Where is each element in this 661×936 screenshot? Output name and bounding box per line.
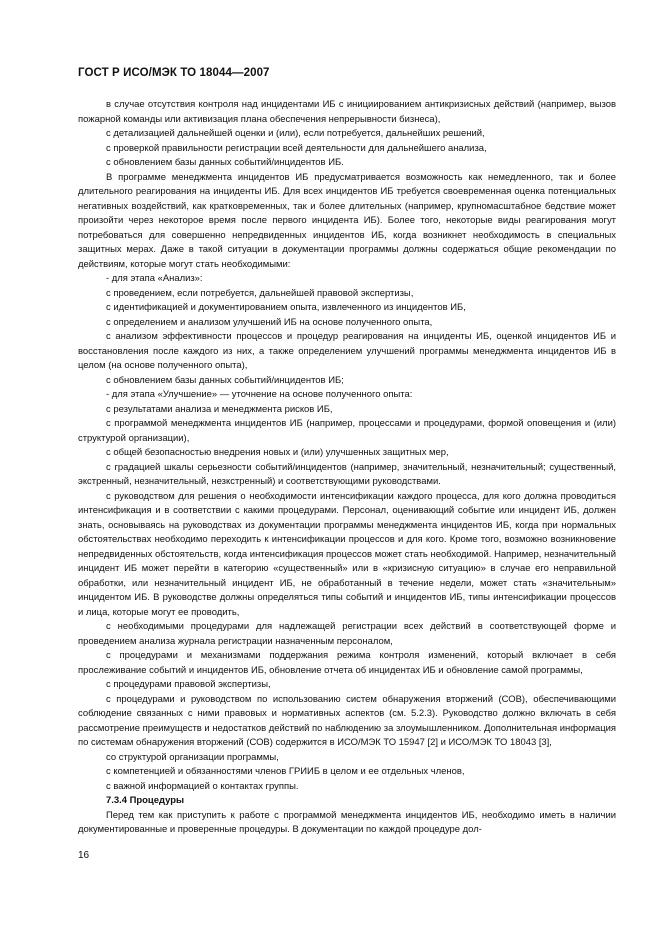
list-item: с обновлением базы данных событий/инцидентов ИБ; [106, 374, 344, 386]
list-item: с процедурами и механизмами поддержания режима контроля изменений, который включает в себя прослеживание событий и инцидентов ИБ, обновление отчета об инцидентах ИБ и обновление самой программы, [78, 650, 616, 676]
list-item: с проведением, если потребуется, дальнейшей правовой экспертизы, [106, 287, 414, 299]
stage-heading-analysis: - для этапа «Анализ»: [106, 273, 203, 284]
list-item: с определением и анализом улучшений ИБ на основе полученного опыта, [106, 316, 433, 328]
list-item: с процедурами правовой экспертизы, [106, 679, 271, 690]
list-item: с градацией шкалы серьезности событий/инцидентов (например, значительный, незначительный; существенный, экстренный, незначительный, незкстренный) и соответствующими руководствами. [78, 461, 616, 487]
list-item: с необходимыми процедурами для надлежащей регистрации всех действий в соответствующей форме и проведением анализа журнала регистрации назначенным персоналом, [78, 621, 616, 647]
list-item: со структурой организации программы, [106, 751, 279, 763]
paragraph: В программе менеджмента инцидентов ИБ предусматривается возможность как немедленного, так и более длительного реагирования на инциденты ИБ. Для всех инцидентов ИБ требуется своевременная оценка потенциальных негативных воздействий, как кратковременных, так и более длительных (например, крупномасштабное бедствие может произойти через некоторое время после первого инцидента ИБ). Более того, некоторые виды реагирования могут потребоваться для совершенно непредвиденных инцидентов ИБ, когда возникнет необходимость в специальных защитных мерах. Даже в такой ситуации в документации программы должны содержаться общие рекомендации по действиям, которые могут стать необходимыми: [78, 171, 616, 270]
list-item: с важной информацией о контактах группы. [106, 780, 299, 792]
body-text [78, 98, 616, 838]
list-item: с идентификацией и документированием опыта, извлеченного из инцидентов ИБ, [106, 302, 466, 313]
stage-heading-improvement: - для этапа «Улучшение» — уточнение на основе полученного опыта: [106, 389, 413, 400]
list-item: с проверкой правильности регистрации всей деятельности для дальнейшего анализа, [106, 142, 487, 154]
list-item: с обновлением базы данных событий/инцидентов ИБ. [106, 157, 344, 168]
list-item: с детализацией дальнейшей оценки и (или), если потребуется, дальнейших решений, [106, 128, 485, 139]
list-item: с руководством для решения о необходимости интенсификации каждого процесса, для кого должна проводиться интенсификация и в соответствии с какими процедурами. Персонал, оценивающий событие или инцидент ИБ, должен знать, основываясь на руководствах из документации программы менеджмента инцидентов ИБ, когда при нормальных обстоятельствах необходимо переходить к интенсификации процессов и для кого. Кроме того, возможно возникновение непредвиденных обстоятельств, когда интенсификация процессов может стать необходимой. Например, незначительный инцидент ИБ может перейти в категорию «существенный» или в «кризисную ситуацию» в случае его неправильной обработки, или незначительный инцидент ИБ, не обработанный в течение недели, может стать «значительным» инцидентом ИБ. В руководстве должны определяться типы событий и инцидентов ИБ, типы интенсификации процессов и лица, которые могут ее проводить, [78, 490, 616, 618]
paragraph: Перед тем как приступить к работе с программой менеджмента инцидентов ИБ, необходимо иметь в наличии документированные и проверенные процедуры. В документации по каждой процедуре дол- [78, 809, 616, 835]
section-heading: 7.3.4 Процедуры [106, 795, 185, 806]
list-item: с результатами анализа и менеджмента рисков ИБ, [106, 403, 333, 415]
list-item: с процедурами и руководством по использованию систем обнаружения вторжений (СОВ), обеспечивающими соблюдение связанных с ними правовых и нормативных аспектов (см. 5.2.3). Руководство должно включать в себя рассмотрение преимуществ и недостатков действий по наблюдению за злоумышленником. Дополнительная информация по системам обнаружения вторжений (СОВ) содержится в ИСО/МЭК ТО 15947 [2] и ИСО/МЭК ТО 18043 [3], [78, 693, 616, 748]
list-item: с анализом эффективности процессов и процедур реагирования на инциденты ИБ, оценкой инцидентов ИБ и восстановления после каждого из них, а также определением улучшений программы менеджмента инцидентов ИБ в целом (на основе полученного опыта), [78, 331, 616, 371]
paragraph: в случае отсутствия контроля над инцидентами ИБ с инициированием антикризисных действий (например, вызов пожарной команды или активизация плана обеспечения непрерывности бизнеса), [78, 99, 616, 125]
page-number: 16 [78, 850, 90, 861]
list-item: с общей безопасностью внедрения новых и (или) улучшенных защитных мер, [106, 447, 449, 458]
list-item: с компетенцией и обязанностями членов ГРИИБ в целом и ее отдельных членов, [106, 766, 465, 777]
list-item: с программой менеджмента инцидентов ИБ (например, процессами и процедурами, формой оповещения и (или) структурой организации), [78, 418, 616, 444]
page-header-standard-code: ГОСТ Р ИСО/МЭК ТО 18044—2007 [78, 67, 270, 79]
